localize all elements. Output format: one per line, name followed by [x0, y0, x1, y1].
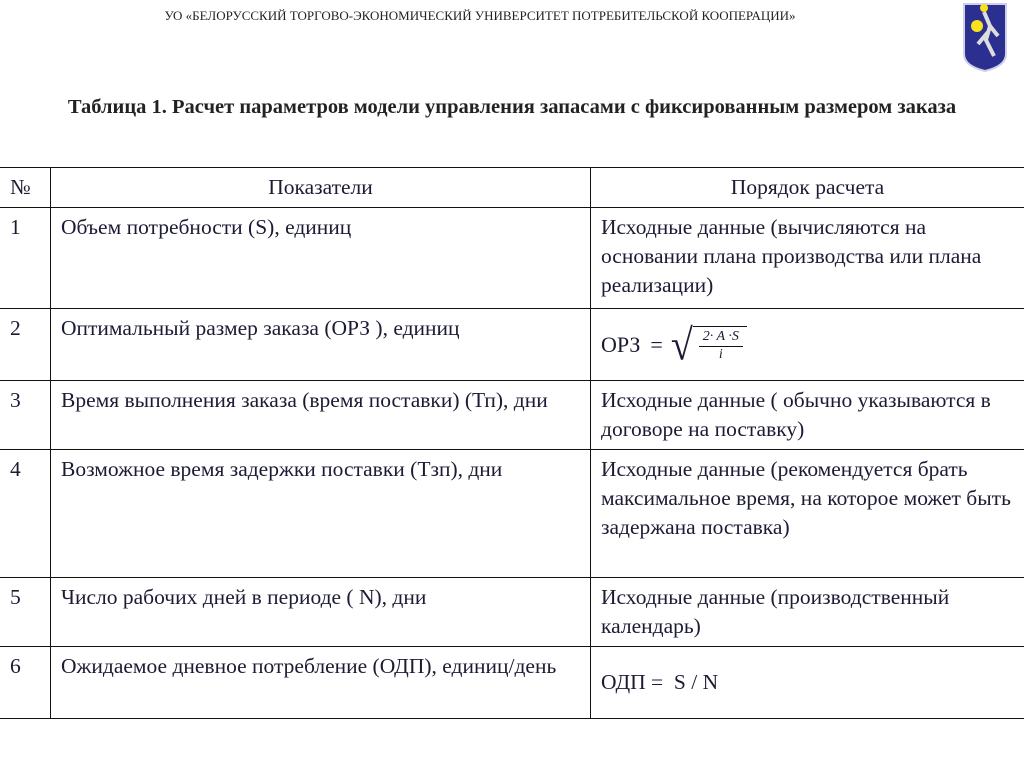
inventory-model-table: [0, 167, 1024, 719]
row-indicator: Объем потребности (S), единиц: [51, 208, 591, 309]
row-indicator: Ожидаемое дневное потребление (ОДП), единиц/день: [51, 647, 591, 719]
table-row: [0, 208, 1024, 309]
table-row: [0, 381, 1024, 450]
row-number: 1: [0, 208, 51, 309]
row-method: Исходные данные (рекомендуется брать максимальное время, на которое может быть задержана поставка): [591, 450, 1024, 578]
row-method: Исходные данные ( обычно указываются в договоре на поставку): [591, 381, 1024, 450]
formula-lhs: ОРЗ: [601, 332, 641, 357]
university-name: УО «БЕЛОРУССКИЙ ТОРГОВО-ЭКОНОМИЧЕСКИЙ УНИВЕРСИТЕТ ПОТРЕБИТЕЛЬСКОЙ КООПЕРАЦИИ»: [164, 8, 796, 23]
table-row: [0, 647, 1024, 719]
row-number: 5: [0, 578, 51, 647]
coat-of-arms-icon: [962, 2, 1008, 72]
formula-equals: =: [650, 332, 663, 357]
col-indicators-header: Показатели: [51, 168, 591, 208]
table-row: [0, 450, 1024, 578]
row-method: [591, 309, 1024, 381]
row-indicator: Оптимальный размер заказа (ОРЗ ), единиц: [51, 309, 591, 381]
formula-fraction: [693, 326, 747, 363]
formula-denominator: i: [718, 347, 723, 362]
row-number: 6: [0, 647, 51, 719]
row-indicator: Возможное время задержки поставки (Тзп), дни: [51, 450, 591, 578]
table-row: [0, 309, 1024, 381]
table-header-row: [0, 168, 1024, 208]
row-indicator: Число рабочих дней в периоде ( N), дни: [51, 578, 591, 647]
col-number-header: №: [0, 168, 51, 208]
row-method: ОДП = S / N: [591, 647, 1024, 719]
formula-numerator: 2· A ·S: [699, 329, 743, 347]
row-number: 3: [0, 381, 51, 450]
orz-formula: [601, 319, 1014, 369]
row-method: Исходные данные (производственный календарь): [591, 578, 1024, 647]
col-method-header: Порядок расчета: [591, 168, 1024, 208]
sqrt-icon: √: [670, 319, 693, 369]
row-indicator: Время выполнения заказа (время поставки) (Тп), дни: [51, 381, 591, 450]
table-row: [0, 578, 1024, 647]
row-method: Исходные данные (вычисляются на основании плана производства или плана реализации): [591, 208, 1024, 309]
page-title: Таблица 1. Расчет параметров модели управления запасами с фиксированным размером заказа: [67, 96, 957, 118]
row-number: 2: [0, 309, 51, 381]
row-number: 4: [0, 450, 51, 578]
